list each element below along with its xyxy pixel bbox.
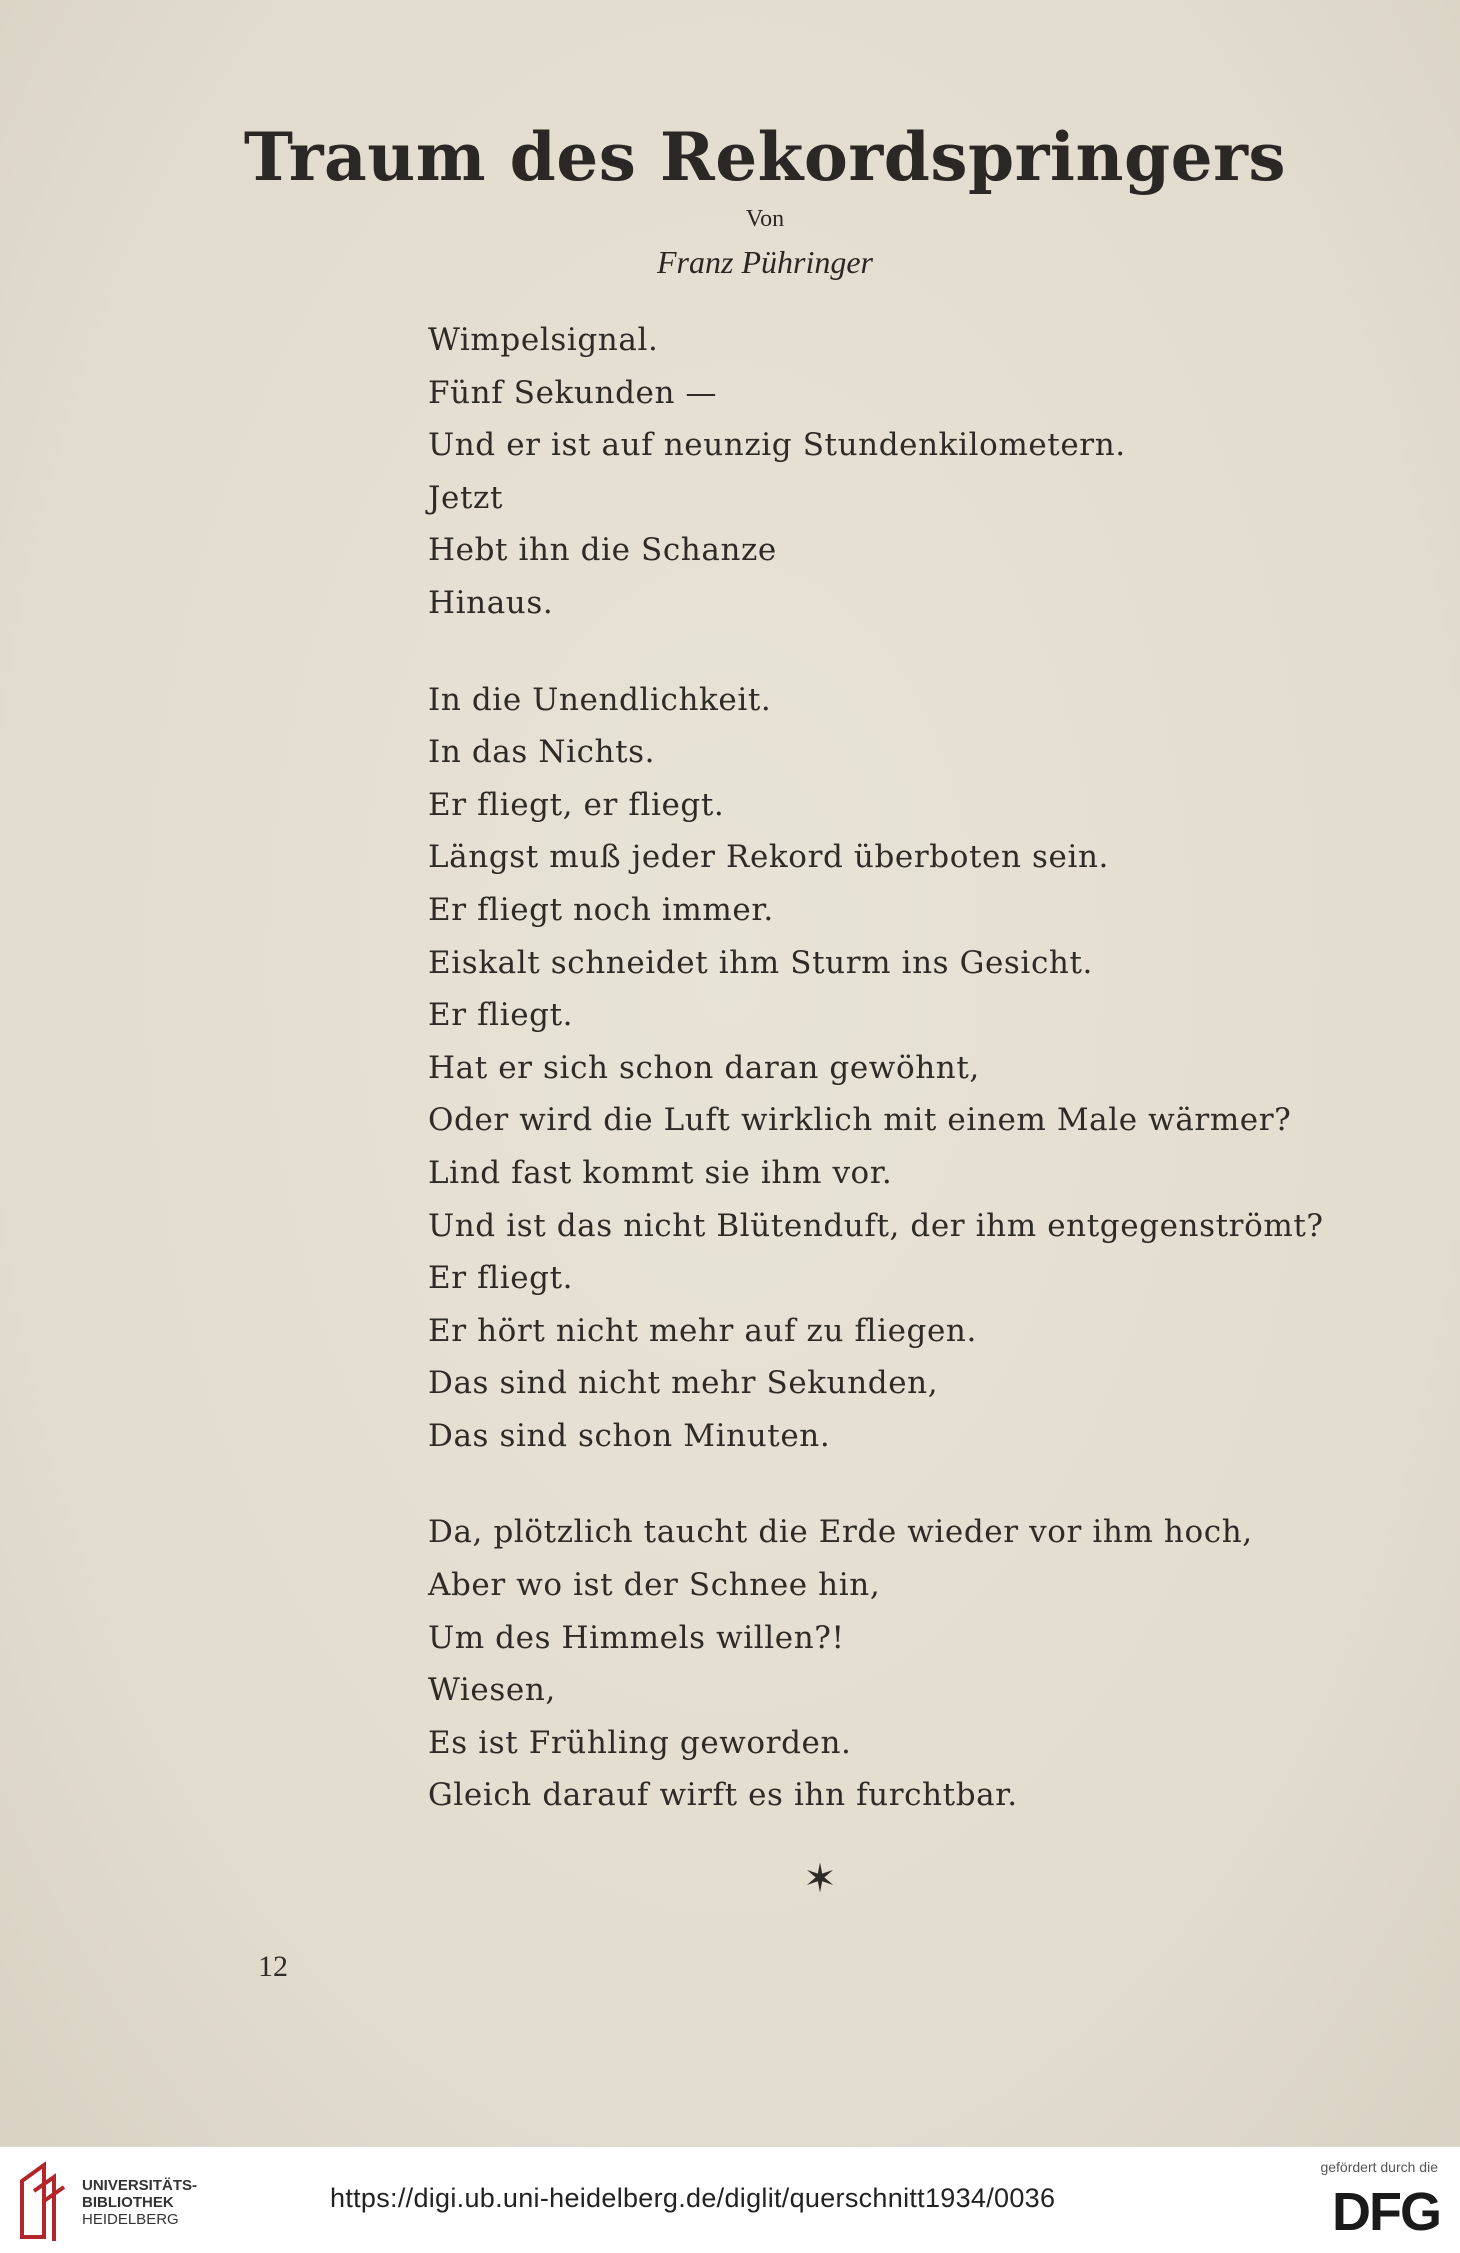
- dfg-logo[interactable]: DFG: [1332, 2182, 1440, 2242]
- byline-prefix: Von: [745, 206, 785, 232]
- poem-line: Lind fast kommt sie ihm vor.: [428, 1154, 893, 1191]
- poem-line: Er fliegt.: [428, 997, 574, 1034]
- poem-line: Hat er sich schon daran gewöhnt,: [428, 1049, 980, 1086]
- poem-line: Er fliegt noch immer.: [428, 891, 774, 928]
- poem-line: Fünf Sekunden —: [428, 374, 718, 411]
- poem-line: Er fliegt.: [428, 1260, 574, 1297]
- stanza-3: [428, 1506, 1388, 1822]
- poem-line: Und er ist auf neunzig Stundenkilometern.: [428, 427, 1126, 464]
- library-line: UNIVERSITÄTS-: [82, 2177, 198, 2194]
- poem-line: Jetzt: [428, 479, 504, 516]
- poem-line: Das sind schon Minuten.: [428, 1417, 831, 1454]
- poem-line: Und ist das nicht Blütenduft, der ihm entgegenströmt?: [428, 1207, 1324, 1244]
- poem-title: Traum des Rekordspringers: [243, 118, 1287, 196]
- poem-line: Um des Himmels willen?!: [428, 1619, 845, 1656]
- stanza-2: [428, 674, 1388, 1463]
- poem-line: Wimpelsignal.: [428, 322, 659, 358]
- poem-line: Da, plötzlich taucht die Erde wieder vor ihm hoch,: [428, 1514, 1253, 1551]
- permalink-url[interactable]: https://digi.ub.uni-heidelberg.de/diglit/querschnitt1934/0036: [330, 2183, 1056, 2213]
- poem-line: Aber wo ist der Schnee hin,: [428, 1567, 881, 1604]
- poem-line: Er hört nicht mehr auf zu fliegen.: [428, 1312, 977, 1349]
- ub-heidelberg-logo-icon[interactable]: [14, 2157, 76, 2243]
- author-name: Franz Pühringer: [657, 244, 873, 280]
- poem-line: Hinaus.: [428, 584, 554, 621]
- end-star-icon: ✶: [803, 1856, 837, 1902]
- poem-line: Längst muß jeder Rekord überboten sein.: [428, 839, 1109, 876]
- poem-line: Oder wird die Luft wirklich mit einem Male wärmer?: [428, 1102, 1292, 1139]
- library-name[interactable]: [82, 2177, 197, 2228]
- stanza-1: [428, 314, 1388, 630]
- poem-line: Es ist Frühling geworden.: [428, 1724, 852, 1761]
- poem-line: Das sind nicht mehr Sekunden,: [428, 1365, 939, 1402]
- poem-line: Er fliegt, er fliegt.: [428, 786, 725, 823]
- library-line: BIBLIOTHEK: [82, 2194, 174, 2211]
- funding-label: gefördert durch die: [1320, 2159, 1438, 2175]
- poem-line: Wiesen,: [428, 1672, 556, 1709]
- poem-line: In die Unendlichkeit.: [428, 681, 772, 718]
- viewer-footer: [0, 2146, 1460, 2253]
- poem-line: Gleich darauf wirft es ihn furchtbar.: [428, 1777, 1018, 1814]
- stanza-gap: [428, 630, 1388, 674]
- poem-body: [428, 314, 1388, 1822]
- library-line: HEIDELBERG: [82, 2211, 179, 2228]
- poem-line: Hebt ihn die Schanze: [428, 532, 777, 569]
- poem-line: Eiskalt schneidet ihm Sturm ins Gesicht.: [428, 944, 1093, 981]
- stanza-gap: [428, 1462, 1388, 1506]
- poem-line: In das Nichts.: [428, 734, 656, 771]
- page-number: 12: [258, 1950, 288, 1983]
